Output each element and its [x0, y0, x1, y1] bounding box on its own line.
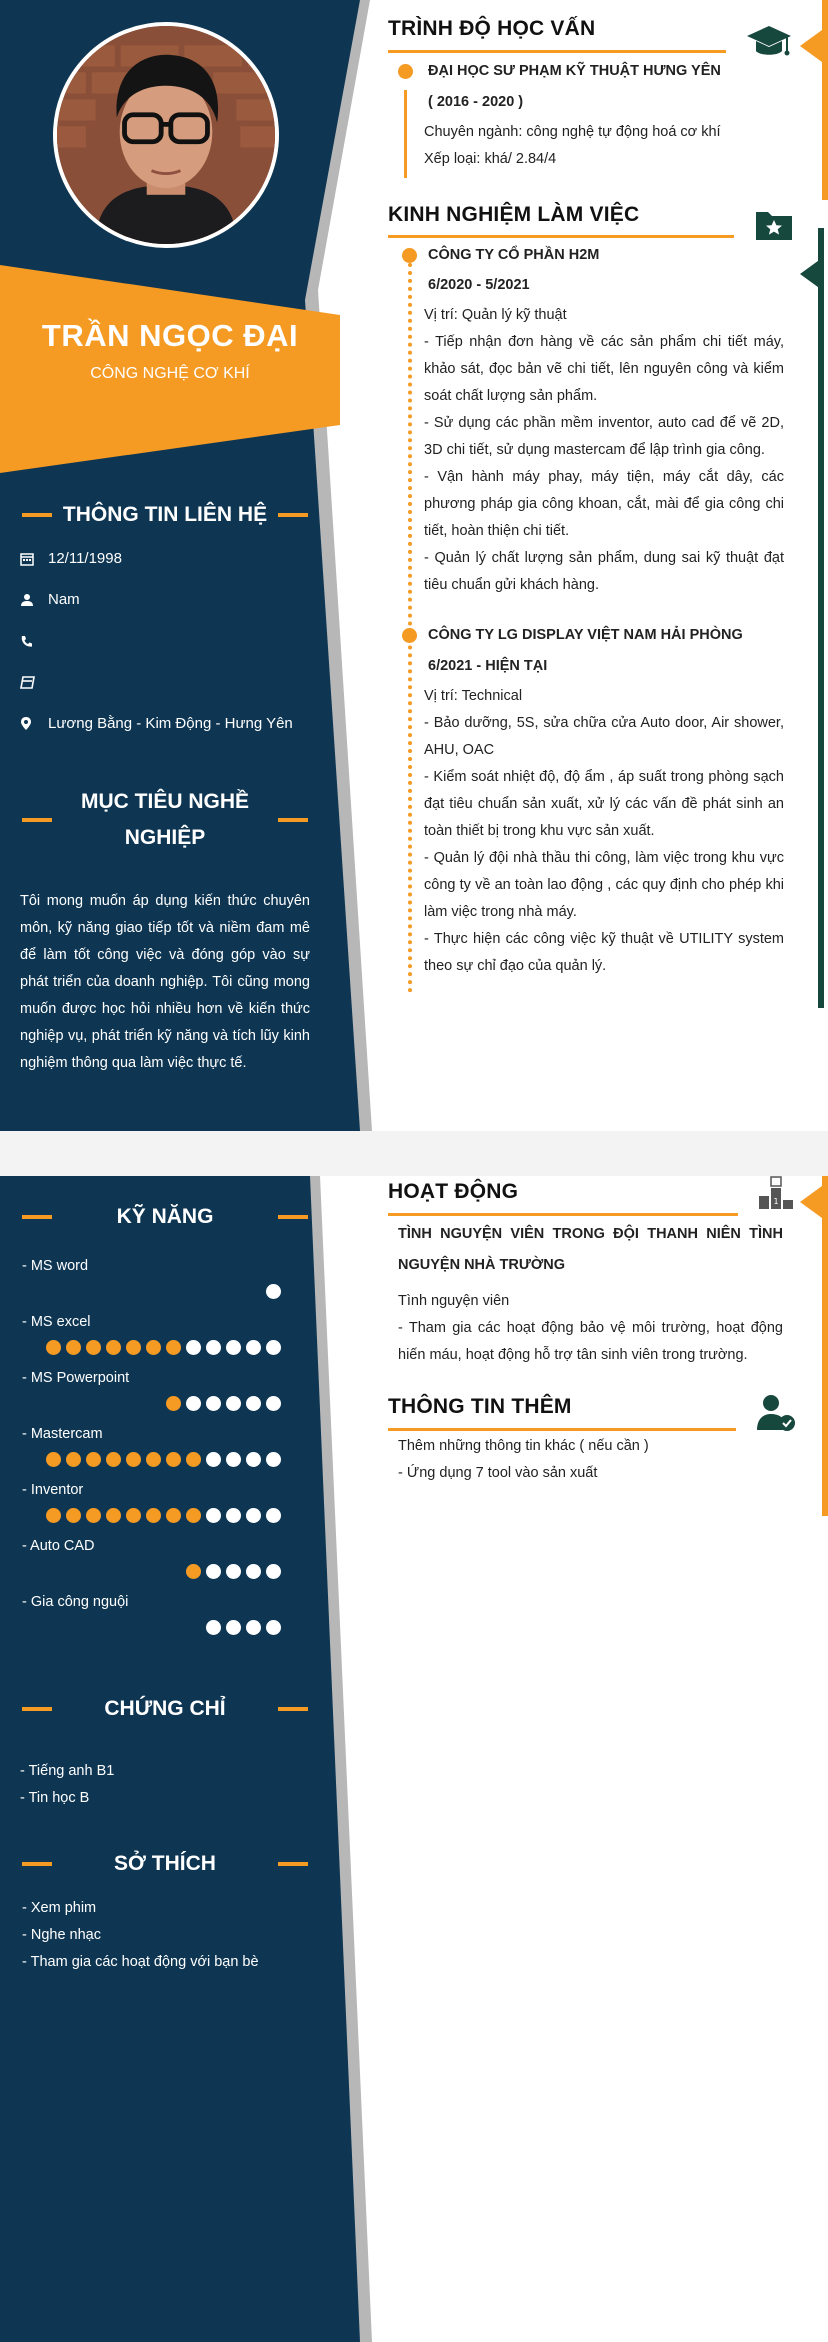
objective-title-line1: MỤC TIÊU NGHỀ — [81, 790, 249, 813]
skill-dot-empty — [266, 1396, 281, 1411]
skill-dot-empty — [266, 1564, 281, 1579]
cv-page-1 — [0, 0, 828, 1131]
graduation-cap-icon — [746, 24, 792, 65]
avatar-photo — [57, 26, 275, 244]
title-dash-right — [278, 1215, 308, 1219]
experience-title: KINH NGHIỆM LÀM VIỆC — [388, 203, 640, 226]
activities-rule — [388, 1213, 738, 1216]
education-line — [404, 90, 407, 178]
title-dash-left — [22, 1215, 52, 1219]
skill-dot-empty — [266, 1452, 281, 1467]
education-major: Chuyên ngành: công nghệ tự động hoá cơ khí — [424, 124, 721, 140]
skill-dot-empty — [206, 1508, 221, 1523]
skill-dot-filled — [146, 1452, 161, 1467]
experience-rule — [388, 235, 734, 238]
calendar-icon — [20, 552, 40, 566]
skill-level — [186, 1564, 281, 1579]
skill-dot-empty — [266, 1620, 281, 1635]
skill-name: - Gia công nguội — [22, 1594, 129, 1610]
edge-arrow-green — [800, 258, 822, 290]
hobby-item: - Nghe nhạc — [22, 1927, 101, 1943]
skill-dot-empty — [266, 1340, 281, 1355]
activity-org: TÌNH NGUYỆN VIÊN TRONG ĐỘI THANH NIÊN TÌNH NGUYỆN NHÀ TRƯỜNG — [398, 1226, 783, 1273]
job1-duty-1: - Tiếp nhận đơn hàng về các sản phẩm chi tiết máy, khảo sát, đọc bản vẽ chi tiết, lên nguyên công và kiểm soát chất lượng sản phẩm. — [424, 334, 784, 404]
job1-period: 6/2020 - 5/2021 — [428, 277, 530, 293]
skill-dot-filled — [146, 1508, 161, 1523]
skill-dot-filled — [166, 1452, 181, 1467]
skill-dot-filled — [66, 1508, 81, 1523]
education-grade: Xếp loại: khá/ 2.84/4 — [424, 151, 557, 167]
job2-duty-1: - Bảo dưỡng, 5S, sửa chữa cửa Auto door, Air shower, AHU, OAC — [424, 715, 784, 758]
title-dash-right — [278, 513, 308, 517]
job1-duty-2: - Sử dụng các phần mềm inventor, auto cad để vẽ 2D, 3D chi tiết, sử dụng mastercam để lập trình gia công. — [424, 415, 784, 458]
skill-name: - MS word — [22, 1258, 89, 1274]
skill-dot-empty — [186, 1340, 201, 1355]
address-row — [20, 715, 293, 732]
svg-text:1: 1 — [773, 1197, 779, 1206]
activities-title: HOẠT ĐỘNG — [388, 1180, 519, 1203]
skill-dot-empty — [206, 1340, 221, 1355]
title-dash-left — [22, 818, 52, 822]
skill-dot-filled — [66, 1340, 81, 1355]
skill-dot-empty — [226, 1620, 241, 1635]
title-dash-right — [278, 1862, 308, 1866]
extra-title: THÔNG TIN THÊM — [388, 1395, 572, 1418]
cv-page-2 — [0, 1176, 828, 2342]
education-title: TRÌNH ĐỘ HỌC VẤN — [388, 17, 596, 40]
skill-dot-filled — [186, 1564, 201, 1579]
skill-name: - Mastercam — [22, 1426, 103, 1442]
education-bullet — [398, 64, 413, 79]
avatar — [53, 22, 279, 248]
page-gap — [0, 1131, 828, 1176]
skill-dot-filled — [86, 1340, 101, 1355]
skill-dot-empty — [246, 1396, 261, 1411]
education-period: ( 2016 - 2020 ) — [428, 94, 524, 110]
edge-bar-orange — [822, 1176, 828, 1516]
job1-company: CÔNG TY CỔ PHẦN H2M — [428, 247, 600, 263]
objective-title-line2: NGHIỆP — [124, 826, 206, 849]
job2-company: CÔNG TY LG DISPLAY VIỆT NAM HẢI PHÒNG — [428, 627, 743, 643]
phone-icon — [20, 635, 40, 648]
skill-dot-empty — [206, 1564, 221, 1579]
skill-level — [166, 1396, 281, 1411]
edge-bar-green — [818, 228, 824, 1008]
certificate-item: - Tiếng anh B1 — [20, 1763, 115, 1779]
email-row — [20, 673, 48, 691]
job2-duty-4: - Thực hiện các công việc kỹ thuật về UTILITY system theo sự chỉ đạo của quản lý. — [424, 931, 784, 974]
candidate-name: TRẦN NGỌC ĐẠI — [41, 318, 299, 353]
skill-dot-filled — [126, 1340, 141, 1355]
skill-dot-empty — [226, 1452, 241, 1467]
skill-dot-empty — [206, 1396, 221, 1411]
activity-role: Tình nguyện viên — [398, 1293, 510, 1309]
edge-arrow-orange — [800, 1186, 822, 1218]
folder-star-icon — [754, 206, 794, 247]
skill-dot-filled — [126, 1452, 141, 1467]
title-dash-left — [22, 1862, 52, 1866]
email-icon — [20, 676, 40, 689]
skill-dot-filled — [46, 1340, 61, 1355]
podium-icon — [758, 1176, 794, 1215]
skill-level — [46, 1508, 281, 1523]
address-value: Lương Bằng - Kim Động - Hưng Yên — [48, 715, 293, 732]
skill-dot-empty — [226, 1396, 241, 1411]
birthday-value: 12/11/1998 — [48, 550, 122, 567]
skill-dot-empty — [226, 1340, 241, 1355]
job1-duty-3: - Vận hành máy phay, máy tiện, máy cắt dây, các phương pháp gia công khoan, cắt, mài để gia công chi tiết, hoàn thiện chi tiết. — [424, 469, 784, 539]
skill-dot-filled — [46, 1452, 61, 1467]
user-check-icon — [756, 1394, 796, 1437]
skill-dot-filled — [46, 1508, 61, 1523]
skills-title: KỸ NĂNG — [116, 1205, 214, 1228]
skill-dot-filled — [66, 1452, 81, 1467]
edge-bar-orange — [822, 0, 828, 200]
edge-arrow-orange — [800, 30, 822, 62]
skill-dot-empty — [206, 1620, 221, 1635]
skill-dot-empty — [266, 1284, 281, 1299]
skill-name: - MS excel — [22, 1314, 91, 1330]
extra-line-1: Thêm những thông tin khác ( nếu cần ) — [398, 1438, 649, 1454]
skill-level — [46, 1452, 281, 1467]
title-dash-right — [278, 1707, 308, 1711]
job1-duty-4: - Quản lý chất lượng sản phẩm, dung sai kỹ thuật đạt tiêu chuẩn gửi khách hàng. — [424, 550, 784, 593]
skill-level — [206, 1620, 281, 1635]
user-icon — [20, 593, 40, 607]
certificates-title: CHỨNG CHỈ — [104, 1697, 226, 1720]
title-dash-right — [278, 818, 308, 822]
skill-dot-filled — [146, 1340, 161, 1355]
skill-dot-filled — [166, 1396, 181, 1411]
birthday-row — [20, 550, 122, 567]
certificate-item: - Tin học B — [20, 1790, 90, 1806]
contact-title: THÔNG TIN LIÊN HỆ — [62, 503, 268, 526]
skill-dot-empty — [206, 1452, 221, 1467]
job2-bullet — [402, 628, 417, 643]
skill-dot-filled — [186, 1508, 201, 1523]
skill-dot-filled — [186, 1452, 201, 1467]
job1-position: Vị trí: Quản lý kỹ thuật — [424, 307, 567, 323]
title-dash-left — [22, 1707, 52, 1711]
hobby-item: - Xem phim — [22, 1900, 97, 1916]
hobbies-title: SỞ THÍCH — [114, 1852, 216, 1875]
extra-rule — [388, 1428, 736, 1431]
skill-dot-empty — [246, 1452, 261, 1467]
skill-name: - Auto CAD — [22, 1538, 95, 1554]
phone-row — [20, 632, 48, 650]
skill-dot-empty — [246, 1620, 261, 1635]
skill-dot-filled — [106, 1340, 121, 1355]
education-rule — [388, 50, 726, 53]
skill-dot-filled — [86, 1508, 101, 1523]
extra-line-2: - Ứng dụng 7 tool vào sản xuất — [398, 1465, 598, 1481]
gender-row — [20, 591, 80, 608]
skill-level — [46, 1340, 281, 1355]
skill-level — [266, 1284, 281, 1299]
hobby-item: - Tham gia các hoạt động với bạn bè — [22, 1954, 259, 1970]
gender-value: Nam — [48, 591, 80, 608]
job-title: CÔNG NGHỆ CƠ KHÍ — [90, 365, 250, 382]
school-name: ĐẠI HỌC SƯ PHẠM KỸ THUẬT HƯNG YÊN — [428, 63, 721, 79]
activity-desc: - Tham gia các hoạt động bảo vệ môi trường, hoạt động hiến máu, hoạt động hỗ trợ tân sinh viên trong trường. — [398, 1320, 783, 1363]
skill-dot-filled — [166, 1340, 181, 1355]
skill-name: - MS Powerpoint — [22, 1370, 130, 1386]
title-dash-left — [22, 513, 52, 517]
skill-dot-empty — [246, 1340, 261, 1355]
skill-dot-empty — [186, 1396, 201, 1411]
job2-period: 6/2021 - HIỆN TẠI — [428, 658, 548, 674]
skill-dot-filled — [126, 1508, 141, 1523]
job2-duty-2: - Kiểm soát nhiệt độ, độ ẩm , áp suất trong phòng sạch đạt tiêu chuẩn sản xuất, xử lý các vấn đề phát sinh an toàn thiết bị trong khu vực sản xuất. — [424, 769, 784, 839]
skill-dot-empty — [226, 1508, 241, 1523]
skill-dot-filled — [86, 1452, 101, 1467]
skill-dot-empty — [266, 1508, 281, 1523]
skill-dot-filled — [166, 1508, 181, 1523]
objective-text: Tôi mong muốn áp dụng kiến thức chuyên môn, kỹ năng giao tiếp tốt và niềm đam mê để làm tốt công việc và đóng góp vào sự phát triển của doanh nghiệp. Tôi cũng mong muốn được học hỏi nhiều hơn về kiến thức nghiệp vụ, phát triển kỹ năng và tích lũy kinh nghiệm thông qua làm việc thực tế. — [20, 893, 310, 1071]
job1-bullet — [402, 248, 417, 263]
skill-dot-empty — [246, 1564, 261, 1579]
job2-position: Vị trí: Technical — [424, 688, 523, 704]
skill-dot-filled — [106, 1452, 121, 1467]
skill-dot-filled — [106, 1508, 121, 1523]
skill-dot-empty — [226, 1564, 241, 1579]
skill-name: - Inventor — [22, 1482, 84, 1498]
job2-duty-3: - Quản lý đội nhà thầu thi công, làm việc trong khu vực công ty về an toàn lao động , các quy định cho phép khi làm việc trong nhà máy. — [424, 850, 784, 920]
skill-dot-empty — [246, 1508, 261, 1523]
location-icon — [20, 716, 40, 731]
